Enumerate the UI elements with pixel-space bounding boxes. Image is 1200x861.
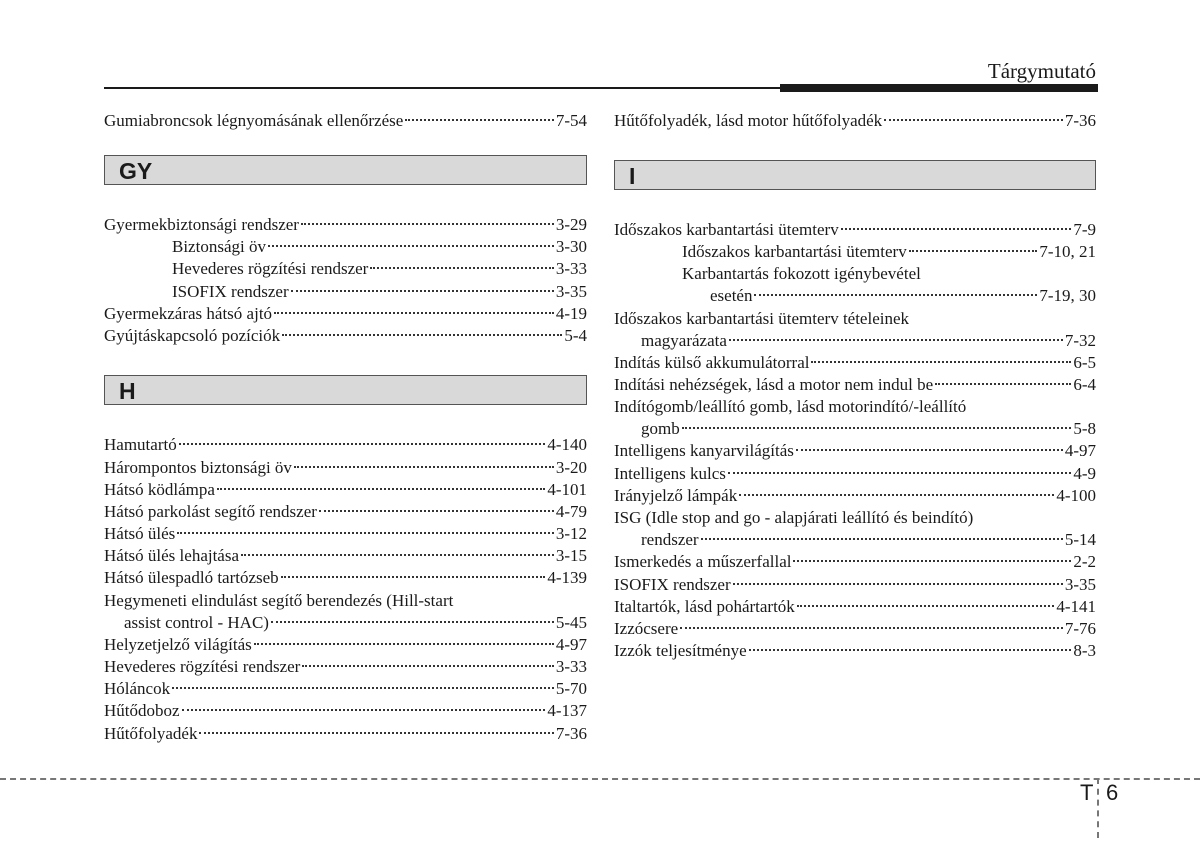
section-letter: I	[629, 163, 636, 189]
leader-dots	[370, 267, 553, 269]
index-entry	[104, 700, 587, 722]
index-entry	[104, 457, 587, 479]
footer-chapter-label: T	[1080, 780, 1094, 805]
entry-label: Gyújtáskapcsoló pozíciók	[104, 326, 281, 345]
index-entry	[104, 434, 587, 456]
entry-page: 4-79	[555, 502, 587, 521]
entry-page: 7-36	[1064, 111, 1096, 130]
index-entry	[104, 723, 587, 745]
entry-page: 4-97	[555, 635, 587, 654]
index-entry	[104, 214, 587, 236]
entry-page: 4-9	[1073, 464, 1096, 483]
entry-page: 3-35	[555, 282, 587, 301]
leader-dots	[797, 605, 1055, 607]
index-entry	[614, 551, 1096, 573]
leader-dots	[841, 228, 1072, 230]
header-rule-thick	[780, 84, 1098, 92]
index-entry	[614, 219, 1096, 241]
entry-label: ISOFIX rendszer	[614, 575, 731, 594]
entry-label: rendszer	[641, 530, 699, 549]
entry-label: Hűtőfolyadék, lásd motor hűtőfolyadék	[614, 111, 883, 130]
entry-page: 8-3	[1073, 641, 1096, 660]
entry-page: 5-70	[555, 679, 587, 698]
entry-page: 4-139	[547, 568, 587, 587]
index-entry	[104, 325, 587, 347]
leader-dots	[909, 250, 1038, 252]
entry-label-line1: Időszakos karbantartási ütemterv tételeinek	[614, 309, 910, 328]
leader-dots	[274, 312, 554, 314]
index-subentry	[614, 241, 1096, 263]
entry-page: 4-140	[547, 435, 587, 454]
index-subentry-continuation	[614, 285, 1096, 307]
entry-label: Hátsó ülés lehajtása	[104, 546, 240, 565]
entry-label: Hárompontos biztonsági öv	[104, 458, 292, 477]
entry-label: Hóláncok	[104, 679, 171, 698]
leader-dots	[281, 576, 546, 578]
entry-label-line1: Indítógomb/leállító gomb, lásd motorindító/-leállító	[614, 397, 967, 416]
entry-label: ISOFIX rendszer	[172, 282, 289, 301]
leader-dots	[179, 443, 546, 445]
leader-dots	[680, 627, 1063, 629]
index-entry-continuation	[104, 612, 587, 634]
leader-dots	[739, 494, 1054, 496]
entry-page: 5-8	[1073, 419, 1096, 438]
leader-dots	[754, 294, 1037, 296]
entry-label: Indítási nehézségek, lásd a motor nem indul be	[614, 375, 934, 394]
index-entry	[104, 501, 587, 523]
entry-label: magyarázata	[641, 331, 727, 350]
leader-dots	[796, 449, 1063, 451]
entry-page: 4-137	[547, 701, 587, 720]
index-entry	[614, 352, 1096, 374]
leader-dots	[319, 510, 554, 512]
index-entry	[104, 678, 587, 700]
leader-dots	[241, 554, 554, 556]
entry-label: Gyermekbiztonsági rendszer	[104, 215, 299, 234]
index-entry	[614, 618, 1096, 640]
entry-label: Intelligens kanyarvilágítás	[614, 441, 794, 460]
index-entry	[614, 640, 1096, 662]
leader-dots	[217, 488, 545, 490]
index-entry	[614, 485, 1096, 507]
entry-label: Gumiabroncsok légnyomásának ellenőrzése	[104, 111, 404, 130]
page-header-title: Tárgymutató	[987, 59, 1096, 83]
leader-dots	[749, 649, 1072, 651]
leader-dots	[301, 223, 554, 225]
index-entry	[614, 374, 1096, 396]
leader-dots	[728, 472, 1071, 474]
index-entry	[104, 567, 587, 589]
entry-label: Hamutartó	[104, 435, 177, 454]
entry-page: 7-10, 21	[1039, 242, 1096, 261]
entry-page: 7-32	[1064, 331, 1096, 350]
index-entry	[104, 110, 587, 132]
leader-dots	[884, 119, 1063, 121]
index-subentry	[104, 236, 587, 258]
footer-dashed-divider	[1097, 778, 1099, 838]
entry-label: Biztonsági öv	[172, 237, 266, 256]
entry-page: 6-4	[1073, 375, 1096, 394]
leader-dots	[682, 427, 1072, 429]
index-entry	[104, 523, 587, 545]
entry-page: 4-101	[547, 480, 587, 499]
section-letter: H	[119, 378, 136, 404]
entry-label: Hátsó ködlámpa	[104, 480, 215, 499]
entry-page: 7-36	[555, 724, 587, 743]
footer-dashed-rule	[0, 778, 1200, 780]
entry-label: Hűtőfolyadék	[104, 724, 198, 743]
leader-dots	[294, 466, 554, 468]
entry-page: 3-20	[555, 458, 587, 477]
leader-dots	[302, 665, 553, 667]
entry-label: Hátsó ülespadló tartózseb	[104, 568, 279, 587]
entry-page: 7-19, 30	[1039, 286, 1096, 305]
entry-label: Hevederes rögzítési rendszer	[172, 259, 369, 278]
entry-label: Időszakos karbantartási ütemterv	[614, 220, 839, 239]
entry-label: Irányjelző lámpák	[614, 486, 738, 505]
index-entry	[614, 596, 1096, 618]
index-entry	[614, 440, 1096, 462]
index-entry-continuation	[614, 330, 1096, 352]
entry-label: Hevederes rögzítési rendszer	[104, 657, 301, 676]
entry-page: 3-29	[555, 215, 587, 234]
entry-label-line1: ISG (Idle stop and go - alapjárati leállító és beindító)	[614, 508, 974, 527]
section-letter: GY	[119, 158, 153, 184]
index-entry-continuation	[614, 529, 1096, 551]
entry-page: 5-14	[1064, 530, 1096, 549]
entry-label: Ismerkedés a műszerfallal	[614, 552, 792, 571]
entry-page: 6-5	[1073, 353, 1096, 372]
index-entry	[104, 656, 587, 678]
index-subentry	[104, 281, 587, 303]
entry-label: Hátsó parkolást segítő rendszer	[104, 502, 317, 521]
leader-dots	[271, 621, 554, 623]
leader-dots	[177, 532, 554, 534]
index-entry	[104, 303, 587, 325]
entry-page: 4-97	[1064, 441, 1096, 460]
entry-label: assist control - HAC)	[124, 613, 269, 632]
footer-page-number: 6	[1106, 780, 1119, 805]
entry-label: Hűtődoboz	[104, 701, 180, 720]
header-rule	[104, 87, 784, 89]
entry-page: 3-15	[555, 546, 587, 565]
leader-dots	[793, 560, 1071, 562]
index-entry	[104, 634, 587, 656]
entry-label-line1: Karbantartás fokozott igénybevétel	[682, 264, 921, 283]
leader-dots	[701, 538, 1063, 540]
index-entry	[614, 463, 1096, 485]
entry-page: 5-4	[564, 326, 587, 345]
leader-dots	[405, 119, 554, 121]
entry-page: 3-33	[555, 657, 587, 676]
leader-dots	[199, 732, 553, 734]
index-entry-continuation	[614, 418, 1096, 440]
entry-label: Intelligens kulcs	[614, 464, 726, 483]
entry-label: Izzócsere	[614, 619, 679, 638]
entry-page: 4-100	[1056, 486, 1096, 505]
index-subentry	[104, 258, 587, 280]
entry-page: 3-35	[1064, 575, 1096, 594]
entry-label: Időszakos karbantartási ütemterv	[682, 242, 907, 261]
section-header-h	[104, 375, 587, 405]
leader-dots	[172, 687, 554, 689]
entry-page: 7-76	[1064, 619, 1096, 638]
leader-dots	[935, 383, 1071, 385]
section-header-i	[614, 160, 1096, 190]
leader-dots	[282, 334, 562, 336]
entry-page: 3-33	[555, 259, 587, 278]
entry-label: esetén	[710, 286, 753, 305]
entry-label: Indítás külső akkumulátorral	[614, 353, 810, 372]
entry-label: Hátsó ülés	[104, 524, 176, 543]
leader-dots	[811, 361, 1071, 363]
index-entry	[614, 574, 1096, 596]
entry-page: 2-2	[1073, 552, 1096, 571]
entry-page: 7-54	[555, 111, 587, 130]
entry-label: Helyzetjelző világítás	[104, 635, 252, 654]
leader-dots	[733, 583, 1063, 585]
index-entry	[614, 110, 1096, 132]
entry-page: 3-12	[555, 524, 587, 543]
entry-page: 5-45	[555, 613, 587, 632]
leader-dots	[729, 339, 1063, 341]
section-header-gy	[104, 155, 587, 185]
entry-label: gomb	[641, 419, 680, 438]
leader-dots	[268, 245, 554, 247]
entry-page: 4-141	[1056, 597, 1096, 616]
entry-page: 7-9	[1073, 220, 1096, 239]
entry-label: Izzók teljesítménye	[614, 641, 747, 660]
entry-label: Italtartók, lásd pohártartók	[614, 597, 795, 616]
entry-page: 4-19	[555, 304, 587, 323]
leader-dots	[182, 709, 546, 711]
entry-label-line1: Hegymeneti elindulást segítő berendezés (Hill-start	[104, 591, 454, 610]
entry-label: Gyermekzáras hátsó ajtó	[104, 304, 273, 323]
leader-dots	[254, 643, 554, 645]
index-entry	[104, 545, 587, 567]
entry-page: 3-30	[555, 237, 587, 256]
leader-dots	[291, 290, 554, 292]
index-entry	[104, 479, 587, 501]
